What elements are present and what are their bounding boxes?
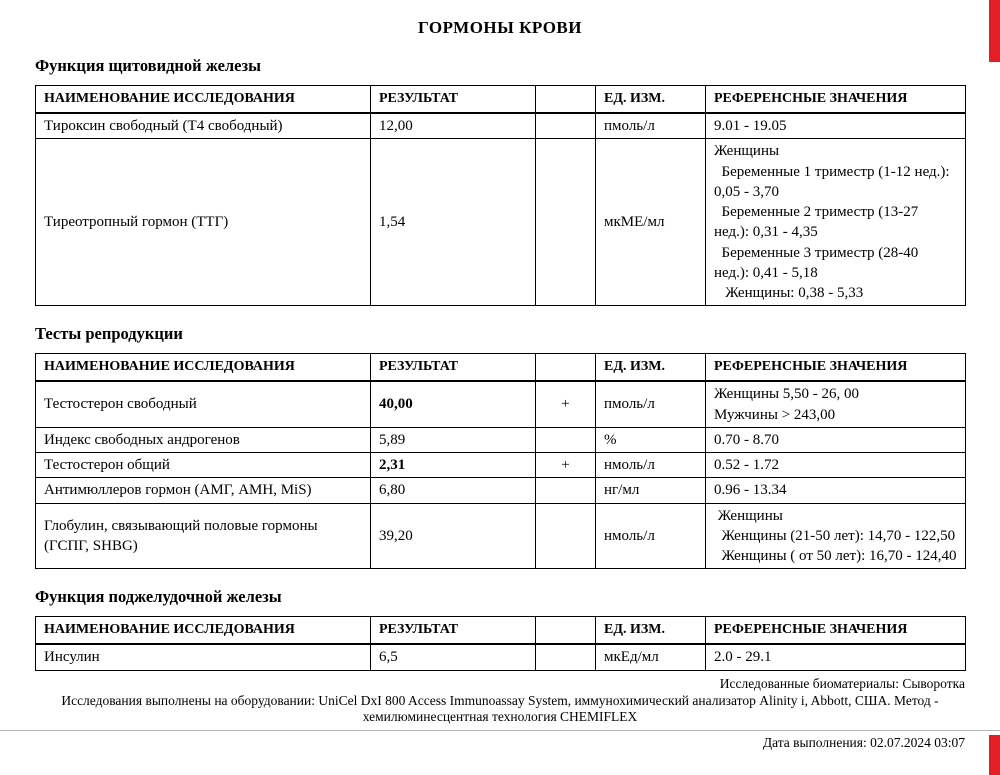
red-accent-bar-top: [989, 0, 1000, 62]
table-row: [36, 644, 966, 670]
reference-line: Беременные 1 триместр (1-12 нед.): 0,05 - 3,70: [714, 163, 954, 200]
column-header: ЕД. ИЗМ.: [596, 617, 706, 645]
result-flag: [536, 427, 596, 452]
result-flag: [536, 503, 596, 569]
test-unit: нмоль/л: [596, 453, 706, 478]
reference-values: [706, 644, 966, 670]
table-row: [36, 139, 966, 306]
column-header: [536, 86, 596, 114]
test-name: Тироксин свободный (Т4 свободный): [36, 113, 371, 139]
test-unit: пмоль/л: [596, 113, 706, 139]
result-flag: [536, 644, 596, 670]
results-table: [35, 616, 966, 670]
reference-line: Беременные 2 триместр (13-27 нед.): 0,31 - 4,35: [714, 204, 923, 241]
test-name: Индекс свободных андрогенов: [36, 427, 371, 452]
column-header: НАИМЕНОВАНИЕ ИССЛЕДОВАНИЯ: [36, 617, 371, 645]
reference-values: [706, 381, 966, 427]
execution-date-line: Дата выполнения: 02.07.2024 03:07: [762, 734, 965, 750]
section-heading: Функция щитовидной железы: [35, 56, 261, 75]
reference-line: 0.70 - 8.70: [714, 431, 779, 448]
report-footer: [35, 676, 965, 751]
reference-line: Женщины 5,50 - 26, 00: [714, 386, 860, 403]
column-header: ЕД. ИЗМ.: [596, 86, 706, 114]
reference-line: Женщины ( от 50 лет): 16,70 - 124,40: [714, 548, 957, 564]
biomaterials-line: Исследованные биоматериалы: Сыворотка: [719, 675, 965, 691]
test-unit: пмоль/л: [596, 381, 706, 427]
test-result: 6,80: [371, 478, 536, 503]
date-divider: [0, 730, 1000, 751]
test-result: 39,20: [371, 503, 536, 569]
reference-values: [706, 139, 966, 306]
column-header: РЕЗУЛЬТАТ: [371, 354, 536, 382]
test-result: 5,89: [371, 427, 536, 452]
test-name: Тестостерон общий: [36, 453, 371, 478]
column-header: РЕФЕРЕНСНЫЕ ЗНАЧЕНИЯ: [706, 86, 966, 114]
table-row: [36, 478, 966, 503]
reference-line: 0.52 - 1.72: [714, 457, 779, 473]
results-table: [35, 85, 966, 306]
reference-line: Женщины: [714, 143, 780, 160]
table-row: [36, 453, 966, 478]
test-unit: мкМЕ/мл: [596, 139, 706, 306]
reference-line: 0.96 - 13.34: [714, 482, 787, 499]
column-header: [536, 617, 596, 645]
column-header: РЕЗУЛЬТАТ: [371, 86, 536, 114]
column-header: РЕФЕРЕНСНЫЕ ЗНАЧЕНИЯ: [706, 354, 966, 382]
column-header: НАИМЕНОВАНИЕ ИССЛЕДОВАНИЯ: [36, 86, 371, 114]
test-name: Инсулин: [36, 644, 371, 670]
reference-line: Беременные 3 триместр (28-40 нед.): 0,41 - 5,18: [714, 244, 923, 281]
header-row: [36, 86, 966, 114]
test-name: Антимюллеров гормон (АМГ, АМН, MiS): [36, 478, 371, 503]
reference-values: [706, 113, 966, 139]
test-result: 40,00: [371, 381, 536, 427]
test-result: 1,54: [371, 139, 536, 306]
sections-container: [35, 56, 965, 671]
column-header: НАИМЕНОВАНИЕ ИССЛЕДОВАНИЯ: [36, 354, 371, 382]
result-flag: +: [536, 453, 596, 478]
test-result: 6,5: [371, 644, 536, 670]
column-header: РЕЗУЛЬТАТ: [371, 617, 536, 645]
test-result: 12,00: [371, 113, 536, 139]
test-name: Глобулин, связывающий половые гормоны (ГСПГ, SHBG): [36, 503, 371, 569]
page-title: ГОРМОНЫ КРОВИ: [417, 18, 582, 37]
result-flag: [536, 139, 596, 306]
reference-values: [706, 453, 966, 478]
test-name: Тестостерон свободный: [36, 381, 371, 427]
reference-values: [706, 427, 966, 452]
test-unit: мкЕд/мл: [596, 644, 706, 670]
header-row: [36, 617, 966, 645]
column-header: ЕД. ИЗМ.: [596, 354, 706, 382]
result-flag: [536, 113, 596, 139]
table-row: [36, 381, 966, 427]
header-row: [36, 354, 966, 382]
result-flag: +: [536, 381, 596, 427]
equipment-line: Исследования выполнены на оборудовании: UniCel DxI 800 Access Immunoassay System, иммунохимический анализатор Alinity i, Abbott, США. Метод - хемилюминесцентная технология CHEMIFLEX: [61, 692, 939, 724]
reference-line: 9.01 - 19.05: [714, 118, 787, 134]
test-result: 2,31: [371, 453, 536, 478]
test-unit: нмоль/л: [596, 503, 706, 569]
reference-line: Мужчины > 243,00: [714, 406, 836, 423]
reference-line: 2.0 - 29.1: [714, 649, 772, 666]
column-header: [536, 354, 596, 382]
reference-values: [706, 478, 966, 503]
column-header: РЕФЕРЕНСНЫЕ ЗНАЧЕНИЯ: [706, 617, 966, 645]
table-row: [36, 427, 966, 452]
reference-line: Женщины: 0,38 - 5,33: [714, 285, 864, 301]
table-row: [36, 503, 966, 569]
reference-values: [706, 503, 966, 569]
test-unit: %: [596, 427, 706, 452]
red-accent-bar-bottom: [989, 735, 1000, 775]
reference-line: Женщины (21-50 лет): 14,70 - 122,50: [714, 527, 956, 544]
test-name: Тиреотропный гормон (ТТГ): [36, 139, 371, 306]
table-row: [36, 113, 966, 139]
result-flag: [536, 478, 596, 503]
test-unit: нг/мл: [596, 478, 706, 503]
reference-line: Женщины: [714, 507, 783, 524]
results-table: [35, 353, 966, 569]
section-heading: Тесты репродукции: [35, 324, 183, 344]
section-heading: Функция поджелудочной железы: [35, 587, 282, 607]
